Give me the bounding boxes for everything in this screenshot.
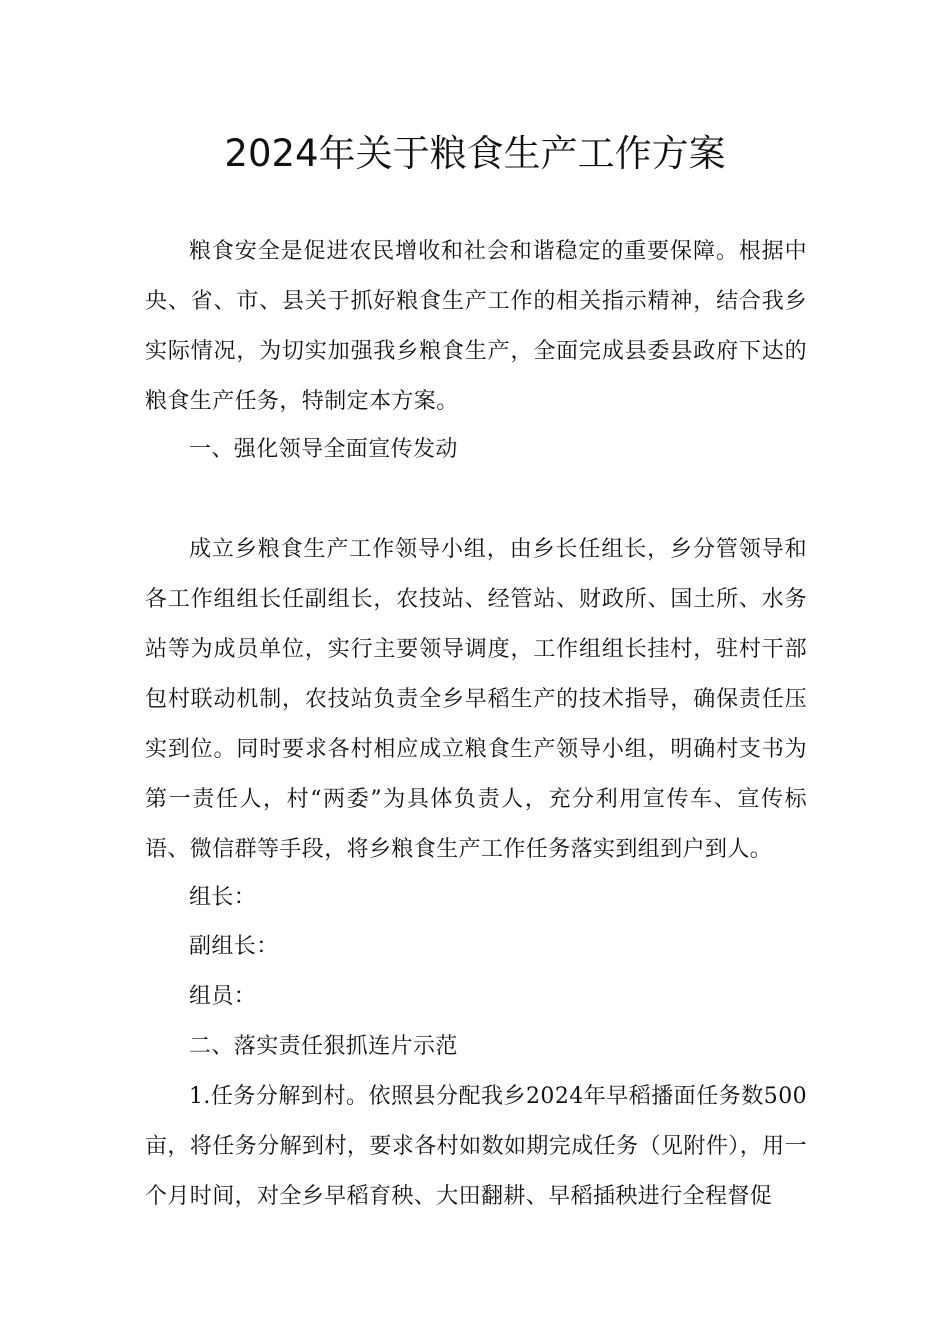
section1-body: 成立乡粮食生产工作领导小组，由乡长任组长，乡分管领导和各工作组组长任副组长，农技站、经管站、财政所、国土所、水务站等为成员单位，实行主要领导调度，工作组组长挂村，驻村干部包村联动机制，农技站负责全乡早稻生产的技术指导，确保责任压实到位。同时要求各村相应成立粮食生产领导小组，明确村支书为第一责任人，村“两委”为具体负责人，充分利用宣传车、宣传标语、微信群等手段，将乡粮食生产工作任务落实到组到户到人。 [145, 537, 807, 862]
leader-label: 组长： [189, 885, 257, 910]
intro-paragraph: 粮食安全是促进农民增收和社会和谐稳定的重要保障。根据中央、省、市、县关于抓好粮食生产工作的相关指示精神，结合我乡实际情况，为切实加强我乡粮食生产，全面完成县委县政府下达的粮食生产任务，特制定本方案。 [145, 239, 807, 414]
section2-item1: 1.任务分解到村。依照县分配我乡2024年早稻播面任务数500亩，将任务分解到村，要求各村如数如期完成任务（见附件），用一个月时间，对全乡早稻育秧、大田翻耕、早稻插秧进行全程督促 [145, 1084, 807, 1209]
section2-heading: 二、落实责任狠抓连片示范 [189, 1034, 458, 1059]
section1-heading: 一、强化领导全面宣传发动 [189, 437, 458, 462]
deputy-leader-label: 副组长： [189, 934, 279, 959]
document-title: 2024年关于粮食生产工作方案 [224, 132, 726, 175]
member-label: 组员： [189, 984, 257, 1009]
